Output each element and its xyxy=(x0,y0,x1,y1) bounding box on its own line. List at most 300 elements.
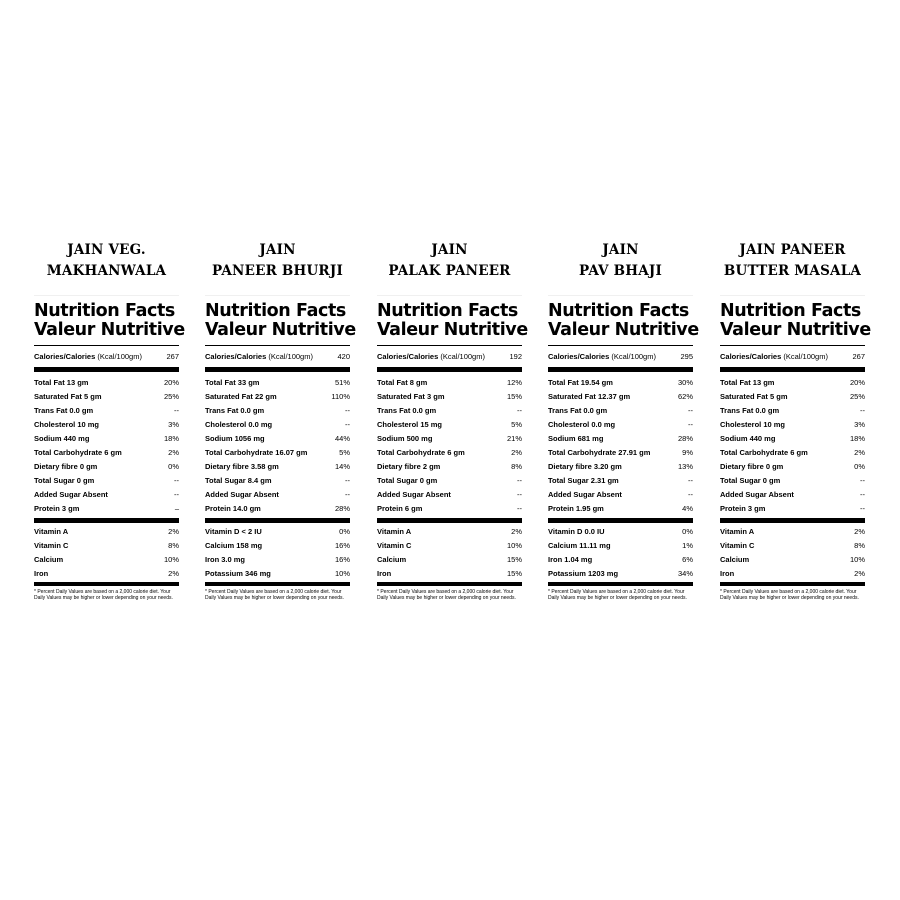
divider xyxy=(548,367,693,372)
vitamin-name: Calcium xyxy=(377,555,407,564)
nutrient-row xyxy=(548,502,693,516)
nutrient-name: Dietary fibre 3.20 gm xyxy=(548,462,622,471)
vitamin-name: Calcium xyxy=(720,555,750,564)
nutrient-name: Cholesterol 10 mg xyxy=(34,420,100,429)
heading-french: Valeur Nutritive xyxy=(720,320,871,340)
nutrient-daily-value: -- xyxy=(688,476,693,485)
nutrition-panel xyxy=(34,240,185,601)
vitamin-name: Vitamin A xyxy=(34,527,69,536)
calories-unit: (Kcal/100gm) xyxy=(781,352,828,361)
nutrient-name: Total Carbohydrate 6 gm xyxy=(377,448,465,457)
product-title-line: PANEER BHURJI xyxy=(212,263,343,279)
footnote: * Percent Daily Values are based on a 2,000 calorie diet. Your Daily Values may be higher or lower depending on your needs. xyxy=(720,589,859,601)
nutrient-daily-value: -- xyxy=(860,406,865,415)
nutrient-row xyxy=(548,432,693,446)
nutrient-daily-value: 2% xyxy=(854,448,865,457)
calories-unit: (Kcal/100gm) xyxy=(266,352,313,361)
nutrient-row xyxy=(34,446,179,460)
nutrient-row xyxy=(720,460,865,474)
divider xyxy=(548,345,693,346)
nutrient-name: Protein 6 gm xyxy=(377,504,423,513)
vitamin-row xyxy=(377,525,522,539)
nutrient-daily-value: -- xyxy=(517,476,522,485)
heading-english: Nutrition Facts xyxy=(548,301,689,321)
nutrient-daily-value: -- xyxy=(517,504,522,513)
nutrient-name: Dietary fibre 0 gm xyxy=(720,462,784,471)
vitamin-name: Vitamin A xyxy=(377,527,412,536)
divider xyxy=(720,367,865,372)
nutrient-daily-value: -- xyxy=(688,406,693,415)
nutrient-row xyxy=(720,474,865,488)
vitamin-daily-value: 8% xyxy=(168,541,179,550)
nutrient-daily-value: 2% xyxy=(511,448,522,457)
nutrient-name: Total Sugar 0 gm xyxy=(377,476,438,485)
vitamin-daily-value: 6% xyxy=(682,555,693,564)
nutrient-name: Added Sugar Absent xyxy=(548,490,622,499)
nutrient-row xyxy=(205,474,350,488)
nutrient-list xyxy=(205,376,350,516)
nutrient-name: Cholesterol 15 mg xyxy=(377,420,443,429)
nutrition-panel xyxy=(548,240,699,601)
vitamin-row xyxy=(720,553,865,567)
nutrient-list xyxy=(377,376,522,516)
calories-value: 192 xyxy=(509,352,522,361)
nutrient-name: Cholesterol 10 mg xyxy=(720,420,786,429)
vitamin-name: Iron xyxy=(34,569,49,578)
vitamin-row xyxy=(548,525,693,539)
divider xyxy=(720,518,865,523)
nutrient-name: Sodium 440 mg xyxy=(34,434,90,443)
heading-french: Valeur Nutritive xyxy=(205,320,356,340)
nutrient-daily-value: 110% xyxy=(331,392,350,401)
nutrient-name: Cholesterol 0.0 mg xyxy=(548,420,616,429)
product-title xyxy=(34,240,179,284)
nutrient-row xyxy=(205,418,350,432)
vitamin-name: Vitamin C xyxy=(34,541,69,550)
vitamin-row xyxy=(377,553,522,567)
calories-label xyxy=(548,350,656,364)
nutrient-daily-value: -- xyxy=(860,490,865,499)
divider xyxy=(377,518,522,523)
divider xyxy=(205,518,350,523)
nutrient-daily-value: 20% xyxy=(163,378,179,387)
nutrient-daily-value: -- xyxy=(860,476,865,485)
nutrient-name: Total Sugar 0 gm xyxy=(720,476,781,485)
vitamin-list xyxy=(34,525,179,581)
vitamin-list xyxy=(205,525,350,581)
vitamin-daily-value: 8% xyxy=(854,541,865,550)
nutrient-name: Added Sugar Absent xyxy=(720,490,794,499)
nutrient-daily-value: -- xyxy=(345,420,350,429)
nutrient-row xyxy=(548,488,693,502)
nutrient-daily-value: -- xyxy=(174,476,179,485)
nutrient-daily-value: 12% xyxy=(506,378,522,387)
nutrient-name: Dietary fibre 3.58 gm xyxy=(205,462,279,471)
calories-label xyxy=(205,350,313,364)
vitamin-name: Potassium 346 mg xyxy=(205,569,271,578)
product-title-line: PAV BHAJI xyxy=(579,263,662,279)
nutrient-daily-value: 51% xyxy=(334,378,350,387)
nutrition-label xyxy=(34,295,185,601)
divider xyxy=(34,582,179,586)
nutrient-daily-value: 0% xyxy=(168,462,179,471)
nutrient-name: Protein 14.0 gm xyxy=(205,504,261,513)
product-title xyxy=(548,240,693,284)
vitamin-row xyxy=(377,539,522,553)
nutrient-row xyxy=(720,418,865,432)
vitamin-name: Potassium 1203 mg xyxy=(548,569,619,578)
calories-label-text: Calories/Calories xyxy=(720,352,782,361)
vitamin-name: Calcium 11.11 mg xyxy=(548,541,611,550)
calories-label xyxy=(377,350,485,364)
divider xyxy=(34,345,179,346)
nutrient-daily-value: 25% xyxy=(849,392,865,401)
calories-value: 295 xyxy=(680,352,693,361)
vitamin-row xyxy=(720,567,865,581)
nutrient-name: Sodium 681 mg xyxy=(548,434,604,443)
nutrient-daily-value: -- xyxy=(688,490,693,499)
heading-french: Valeur Nutritive xyxy=(34,320,185,340)
nutrient-name: Added Sugar Absent xyxy=(377,490,451,499)
heading-french: Valeur Nutritive xyxy=(548,320,699,340)
vitamin-daily-value: 2% xyxy=(854,569,865,578)
nutrient-daily-value: -- xyxy=(345,406,350,415)
vitamin-name: Iron 1.04 mg xyxy=(548,555,593,564)
nutrient-name: Added Sugar Absent xyxy=(205,490,279,499)
vitamin-daily-value: 2% xyxy=(168,569,179,578)
nutrient-row xyxy=(377,446,522,460)
heading-english: Nutrition Facts xyxy=(205,301,346,321)
nutrient-daily-value: 28% xyxy=(334,504,350,513)
calories-row xyxy=(548,349,693,365)
nutrient-daily-value: -- xyxy=(517,490,522,499)
calories-unit: (Kcal/100gm) xyxy=(438,352,485,361)
divider xyxy=(377,582,522,586)
divider xyxy=(548,518,693,523)
nutrient-name: Total Sugar 8.4 gm xyxy=(205,476,272,485)
vitamin-name: Vitamin C xyxy=(720,541,755,550)
nutrient-daily-value: 20% xyxy=(849,378,865,387)
vitamin-row xyxy=(34,567,179,581)
calories-row xyxy=(205,349,350,365)
vitamin-row xyxy=(34,553,179,567)
vitamin-row xyxy=(377,567,522,581)
nutrient-name: Saturated Fat 3 gm xyxy=(377,392,445,401)
divider xyxy=(205,345,350,346)
vitamin-daily-value: 2% xyxy=(854,527,865,536)
nutrient-daily-value: 2% xyxy=(168,448,179,457)
vitamin-daily-value: 16% xyxy=(334,541,350,550)
product-title-line: JAIN xyxy=(259,242,296,258)
nutrient-list xyxy=(548,376,693,516)
vitamin-list xyxy=(548,525,693,581)
nutrient-name: Total Carbohydrate 27.91 gm xyxy=(548,448,651,457)
calories-value: 420 xyxy=(337,352,350,361)
nutrient-row xyxy=(548,376,693,390)
vitamin-list xyxy=(377,525,522,581)
divider xyxy=(34,518,179,523)
product-title xyxy=(720,240,865,284)
nutrient-row xyxy=(720,390,865,404)
nutrient-daily-value: 9% xyxy=(682,448,693,457)
nutrient-name: Total Carbohydrate 16.07 gm xyxy=(205,448,308,457)
vitamin-name: Iron xyxy=(720,569,735,578)
nutrient-daily-value: 30% xyxy=(677,378,693,387)
nutrient-row xyxy=(377,460,522,474)
nutrition-panel xyxy=(205,240,356,601)
nutrient-name: Trans Fat 0.0 gm xyxy=(34,406,94,415)
nutrient-row xyxy=(34,488,179,502)
nutrient-row xyxy=(34,460,179,474)
nutrient-daily-value: -- xyxy=(688,420,693,429)
nutrient-daily-value: 21% xyxy=(506,434,522,443)
nutrition-label xyxy=(720,295,871,601)
nutrition-panel xyxy=(720,240,871,601)
calories-label xyxy=(34,350,142,364)
footnote: * Percent Daily Values are based on a 2,000 calorie diet. Your Daily Values may be higher or lower depending on your needs. xyxy=(34,589,173,601)
nutrient-row xyxy=(205,502,350,516)
heading-english: Nutrition Facts xyxy=(34,301,175,321)
nutrient-row xyxy=(34,502,179,516)
footnote: * Percent Daily Values are based on a 2,000 calorie diet. Your Daily Values may be higher or lower depending on your needs. xyxy=(548,589,687,601)
nutrient-row xyxy=(34,432,179,446)
vitamin-daily-value: 16% xyxy=(334,555,350,564)
vitamin-name: Vitamin D < 2 IU xyxy=(205,527,262,536)
nutrient-row xyxy=(205,446,350,460)
calories-label xyxy=(720,350,828,364)
divider xyxy=(205,367,350,372)
heading-french: Valeur Nutritive xyxy=(377,320,528,340)
nutrient-row xyxy=(377,474,522,488)
nutrition-label xyxy=(548,295,699,601)
calories-row xyxy=(720,349,865,365)
nutrient-list xyxy=(720,376,865,516)
nutrient-row xyxy=(720,446,865,460)
nutrient-daily-value: -- xyxy=(860,504,865,513)
nutrient-name: Trans Fat 0.0 gm xyxy=(205,406,265,415)
calories-label-text: Calories/Calories xyxy=(205,352,267,361)
nutrient-row xyxy=(548,390,693,404)
footnote: * Percent Daily Values are based on a 2,000 calorie diet. Your Daily Values may be higher or lower depending on your needs. xyxy=(205,589,344,601)
nutrient-name: Total Carbohydrate 6 gm xyxy=(720,448,808,457)
vitamin-daily-value: 0% xyxy=(682,527,693,536)
vitamin-daily-value: 10% xyxy=(163,555,179,564)
nutrient-daily-value: 14% xyxy=(334,462,350,471)
nutrient-name: Total Sugar 2.31 gm xyxy=(548,476,619,485)
product-title xyxy=(377,240,522,284)
nutrient-row xyxy=(377,488,522,502)
nutrient-name: Sodium 500 mg xyxy=(377,434,433,443)
nutrient-name: Dietary fibre 0 gm xyxy=(34,462,98,471)
nutrient-row xyxy=(377,376,522,390)
nutrient-row xyxy=(720,404,865,418)
nutrient-daily-value: 13% xyxy=(677,462,693,471)
nutrient-name: Saturated Fat 22 gm xyxy=(205,392,277,401)
product-title-line: PALAK PANEER xyxy=(388,263,511,279)
nutrient-row xyxy=(548,404,693,418)
nutrient-list xyxy=(34,376,179,516)
vitamin-name: Calcium 158 mg xyxy=(205,541,263,550)
nutrient-daily-value: – xyxy=(174,504,179,513)
vitamin-daily-value: 10% xyxy=(334,569,350,578)
nutrient-name: Total Fat 13 gm xyxy=(720,378,775,387)
nutrient-name: Protein 1.95 gm xyxy=(548,504,604,513)
vitamin-row xyxy=(205,553,350,567)
nutrient-row xyxy=(720,432,865,446)
nutrient-name: Total Fat 33 gm xyxy=(205,378,260,387)
vitamin-daily-value: 34% xyxy=(677,569,693,578)
nutrient-row xyxy=(34,418,179,432)
vitamin-row xyxy=(720,539,865,553)
product-title xyxy=(205,240,350,284)
nutrient-daily-value: 25% xyxy=(163,392,179,401)
nutrient-row xyxy=(548,474,693,488)
nutrient-daily-value: 3% xyxy=(168,420,179,429)
vitamin-name: Vitamin C xyxy=(377,541,412,550)
divider xyxy=(720,345,865,346)
nutrition-panel xyxy=(377,240,528,601)
vitamin-row xyxy=(548,539,693,553)
calories-label-text: Calories/Calories xyxy=(377,352,439,361)
nutrient-name: Trans Fat 0.0 gm xyxy=(720,406,780,415)
nutrient-row xyxy=(34,404,179,418)
nutrient-row xyxy=(548,446,693,460)
calories-row xyxy=(377,349,522,365)
nutrient-name: Protein 3 gm xyxy=(34,504,80,513)
nutrient-daily-value: 28% xyxy=(677,434,693,443)
vitamin-list xyxy=(720,525,865,581)
vitamin-row xyxy=(548,567,693,581)
product-title-line: JAIN PANEER xyxy=(739,242,846,258)
calories-row xyxy=(34,349,179,365)
nutrient-row xyxy=(377,390,522,404)
nutrient-row xyxy=(377,418,522,432)
product-title-line: JAIN VEG. xyxy=(67,242,146,258)
divider xyxy=(377,345,522,346)
nutrient-name: Cholesterol 0.0 mg xyxy=(205,420,273,429)
nutrient-row xyxy=(548,460,693,474)
nutrient-daily-value: -- xyxy=(517,406,522,415)
product-title-line: MAKHANWALA xyxy=(46,263,167,279)
product-title-line: BUTTER MASALA xyxy=(723,263,862,279)
nutrition-label xyxy=(377,295,528,601)
nutrient-daily-value: 3% xyxy=(854,420,865,429)
nutrient-name: Saturated Fat 5 gm xyxy=(720,392,788,401)
divider xyxy=(34,367,179,372)
nutrient-row xyxy=(205,376,350,390)
nutrient-daily-value: 15% xyxy=(506,392,522,401)
nutrient-name: Protein 3 gm xyxy=(720,504,766,513)
nutrition-label xyxy=(205,295,356,601)
nutrient-daily-value: 0% xyxy=(854,462,865,471)
nutrient-row xyxy=(720,376,865,390)
nutrient-daily-value: 18% xyxy=(849,434,865,443)
nutrient-row xyxy=(205,432,350,446)
vitamin-daily-value: 2% xyxy=(168,527,179,536)
nutrient-name: Sodium 440 mg xyxy=(720,434,776,443)
nutrient-daily-value: 62% xyxy=(677,392,693,401)
vitamin-daily-value: 1% xyxy=(682,541,693,550)
nutrient-name: Total Fat 8 gm xyxy=(377,378,428,387)
calories-label-text: Calories/Calories xyxy=(548,352,610,361)
nutrient-name: Total Sugar 0 gm xyxy=(34,476,95,485)
nutrient-row xyxy=(377,404,522,418)
nutrient-row xyxy=(34,376,179,390)
nutrient-name: Saturated Fat 5 gm xyxy=(34,392,102,401)
nutrient-daily-value: 5% xyxy=(339,448,350,457)
vitamin-name: Vitamin A xyxy=(720,527,755,536)
nutrient-row xyxy=(34,390,179,404)
nutrient-name: Total Fat 19.54 gm xyxy=(548,378,613,387)
vitamin-row xyxy=(205,567,350,581)
vitamin-daily-value: 0% xyxy=(339,527,350,536)
nutrient-row xyxy=(34,474,179,488)
nutrient-row xyxy=(377,502,522,516)
nutrient-daily-value: 4% xyxy=(682,504,693,513)
vitamin-daily-value: 15% xyxy=(506,569,522,578)
nutrient-name: Trans Fat 0.0 gm xyxy=(548,406,608,415)
divider xyxy=(205,582,350,586)
nutrient-name: Trans Fat 0.0 gm xyxy=(377,406,437,415)
nutrient-daily-value: 44% xyxy=(334,434,350,443)
nutrient-daily-value: -- xyxy=(345,490,350,499)
footnote: * Percent Daily Values are based on a 2,000 calorie diet. Your Daily Values may be higher or lower depending on your needs. xyxy=(377,589,516,601)
vitamin-daily-value: 15% xyxy=(506,555,522,564)
nutrient-name: Total Carbohydrate 6 gm xyxy=(34,448,122,457)
nutrient-name: Sodium 1056 mg xyxy=(205,434,265,443)
divider xyxy=(720,582,865,586)
nutrient-name: Dietary fibre 2 gm xyxy=(377,462,441,471)
product-title-line: JAIN xyxy=(431,242,468,258)
divider xyxy=(377,367,522,372)
product-title-line: JAIN xyxy=(602,242,639,258)
nutrient-row xyxy=(205,488,350,502)
nutrient-daily-value: -- xyxy=(345,476,350,485)
vitamin-row xyxy=(720,525,865,539)
vitamin-name: Calcium xyxy=(34,555,64,564)
heading-english: Nutrition Facts xyxy=(377,301,518,321)
vitamin-daily-value: 10% xyxy=(506,541,522,550)
calories-value: 267 xyxy=(852,352,865,361)
nutrient-daily-value: -- xyxy=(174,406,179,415)
vitamin-row xyxy=(34,525,179,539)
nutrient-row xyxy=(720,502,865,516)
nutrient-row xyxy=(720,488,865,502)
calories-label-text: Calories/Calories xyxy=(34,352,96,361)
calories-unit: (Kcal/100gm) xyxy=(95,352,142,361)
divider xyxy=(548,582,693,586)
vitamin-row xyxy=(34,539,179,553)
heading-english: Nutrition Facts xyxy=(720,301,861,321)
nutrient-name: Saturated Fat 12.37 gm xyxy=(548,392,631,401)
vitamin-name: Vitamin D 0.0 IU xyxy=(548,527,605,536)
nutrient-name: Total Fat 13 gm xyxy=(34,378,89,387)
vitamin-name: Iron xyxy=(377,569,392,578)
calories-unit: (Kcal/100gm) xyxy=(609,352,656,361)
vitamin-row xyxy=(548,553,693,567)
nutrient-daily-value: 8% xyxy=(511,462,522,471)
vitamin-row xyxy=(205,525,350,539)
nutrient-row xyxy=(205,390,350,404)
calories-value: 267 xyxy=(166,352,179,361)
vitamin-daily-value: 2% xyxy=(511,527,522,536)
vitamin-daily-value: 10% xyxy=(849,555,865,564)
vitamin-row xyxy=(205,539,350,553)
nutrient-daily-value: 18% xyxy=(163,434,179,443)
nutrient-row xyxy=(377,432,522,446)
nutrient-daily-value: -- xyxy=(174,490,179,499)
nutrient-name: Added Sugar Absent xyxy=(34,490,108,499)
